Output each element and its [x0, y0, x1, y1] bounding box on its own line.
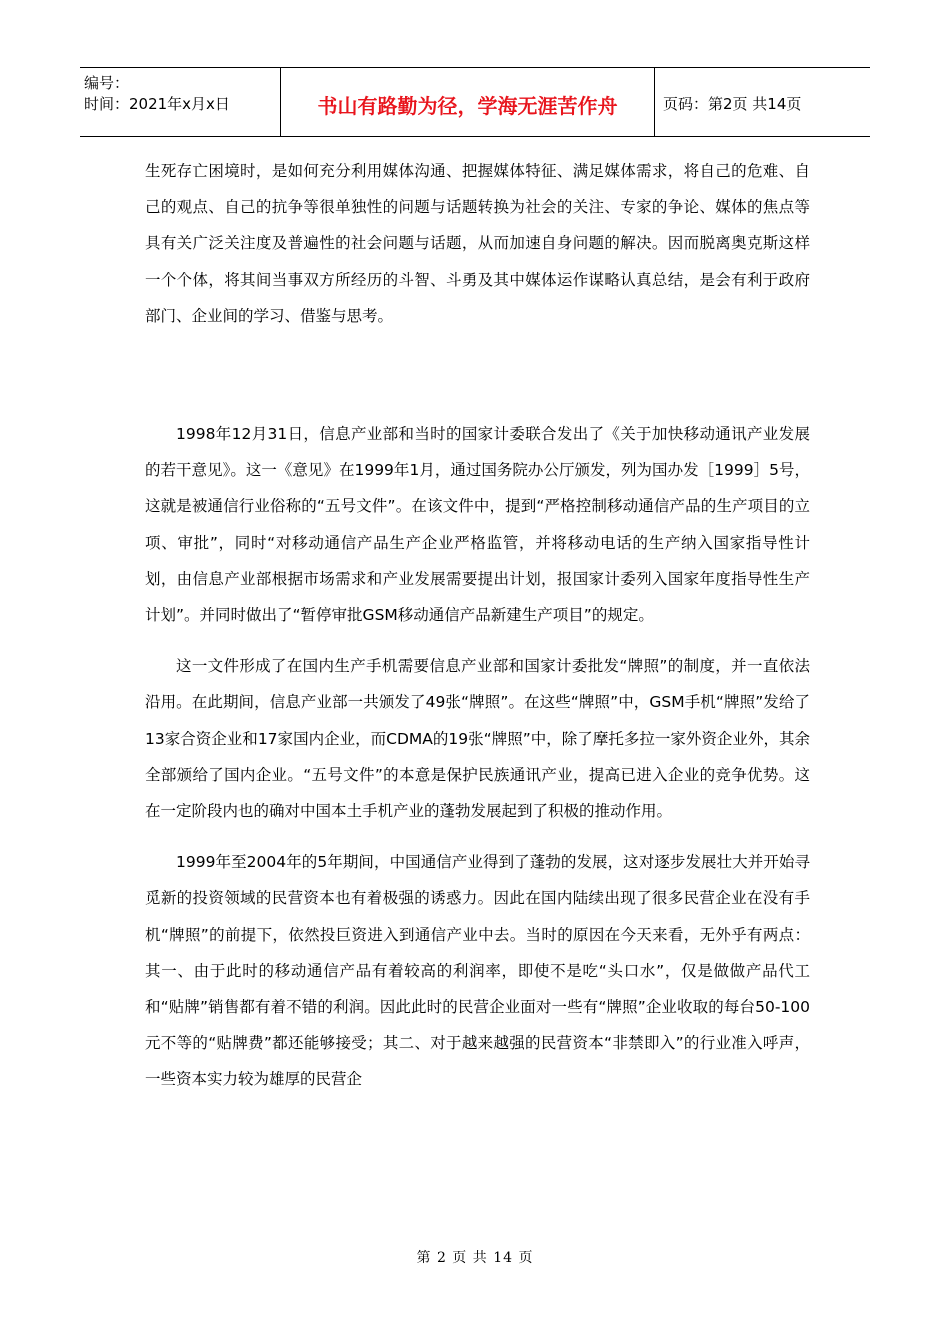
page-footer	[0, 1247, 950, 1267]
header-table	[80, 67, 870, 137]
header-meta-cell	[80, 68, 281, 136]
paragraph-license-system: 这一文件形成了在国内生产手机需要信息产业部和国家计委批发“牌照”的制度，并一直依法沿用。在此期间，信息产业部一共颁发了49张“牌照”。在这些“牌照”中，GSM手机“牌照”发给了13家合资企业和17家国内企业，而CDMA的19张“牌照”中，除了摩托多拉一家外资企业外，其余全部颁给了国内企业。“五号文件”的本意是保护民族通讯产业，提高已进入企业的竞争优势。这在一定阶段内也的确对中国本土手机产业的蓬勃发展起到了积极的推动作用。	[145, 657, 810, 821]
paragraph-block-1	[145, 153, 810, 334]
page-info: 页码：第2页 共14页	[663, 94, 802, 113]
paragraph-continuation: 生死存亡困境时，是如何充分利用媒体沟通、把握媒体特征、满足媒体需求，将自己的危难、自己的观点、自己的抗争等很单独性的问题与话题转换为社会的关注、专家的争论、媒体的焦点等具有关广泛关注度及普遍性的社会问题与话题，从而加速自身问题的解决。因而脱离奥克斯这样一个个体，将其间当事双方所经历的斗智、斗勇及其中媒体运作谋略认真总结，是会有利于政府部门、企业间的学习、借鉴与思考。	[145, 162, 810, 325]
footer-page-number: 第 2 页 共 14 页	[416, 1250, 534, 1266]
paragraph-five-document: 1998年12月31日，信息产业部和当时的国家计委联合发出了《关于加快移动通讯产业发展的若干意见》。这一《意见》在1999年1月，通过国务院办公厅颁发，列为国办发［1999］5号，这就是被通信行业俗称的“五号文件”。在该文件中，提到“严格控制移动通信产品的生产项目的立项、审批”，同时“对移动通信产品生产企业严格监管，并将移动电话的生产纳入国家指导性计划，由信息产业部根据市场需求和产业发展需要提出计划，报国家计委列入国家年度指导性生产计划”。并同时做出了“暂停审批GSM移动通信产品新建生产项目”的规定。	[145, 425, 810, 625]
paragraph-block-2	[145, 416, 810, 1098]
number-label: 编号：	[84, 74, 130, 92]
header-motto-cell	[281, 68, 655, 136]
header-page-cell	[655, 68, 870, 136]
time-label: 时间：2021年x月x日	[84, 95, 230, 113]
paragraph-private-capital: 1999年至2004年的5年期间，中国通信产业得到了蓬勃的发展，这对逐步发展壮大并开始寻觅新的投资领域的民营资本也有着极强的诱惑力。因此在国内陆续出现了很多民营企业在没有手机“牌照”的前提下，依然投巨资进入到通信产业中去。当时的原因在今天来看，无外乎有两点：其一、由于此时的移动通信产品有着较高的利润率，即使不是吃“头口水”，仅是做做产品代工和“贴牌”销售都有着不错的利润。因此此时的民营企业面对一些有“牌照”企业收取的每台50-100元不等的“贴牌费”都还能够接受；其二、对于越来越强的民营资本“非禁即入”的行业准入呼声，一些资本实力较为雄厚的民营企	[145, 853, 810, 1089]
motto-text: 书山有路勤为径，学海无涯苦作舟	[317, 93, 618, 118]
